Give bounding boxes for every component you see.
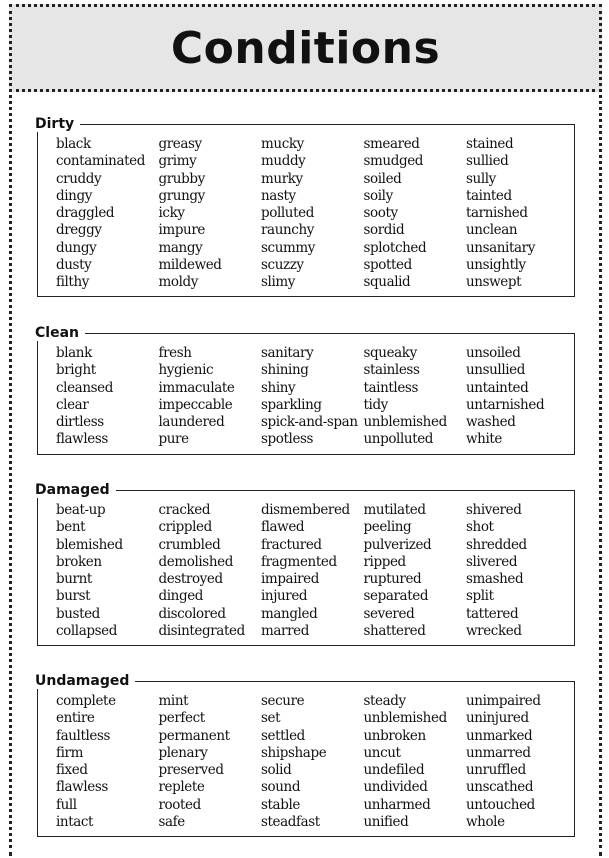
- word-entry: shredded: [466, 536, 527, 553]
- word-entry: murky: [261, 170, 303, 187]
- word-entry: smudged: [363, 153, 424, 170]
- word-entry: mangled: [261, 605, 318, 622]
- word-column: [261, 136, 364, 292]
- word-entry: stable: [261, 796, 300, 813]
- word-column: [261, 345, 364, 449]
- word-column: [56, 345, 159, 449]
- word-entry: split: [466, 588, 494, 605]
- word-entry: unclean: [466, 222, 518, 239]
- word-entry: impeccable: [158, 396, 233, 413]
- word-entry: mildewed: [158, 257, 222, 274]
- word-entry: firm: [56, 744, 83, 761]
- word-entry: pulverized: [363, 536, 432, 553]
- word-entry: unsoiled: [466, 345, 521, 361]
- word-entry: white: [466, 431, 502, 448]
- section-heading: Undamaged: [35, 673, 135, 689]
- word-entry: burnt: [56, 571, 92, 588]
- word-column: [159, 693, 262, 831]
- word-entry: flawless: [56, 779, 108, 796]
- word-entry: tainted: [466, 187, 512, 204]
- word-entry: blemished: [56, 536, 123, 553]
- word-entry: unscathed: [466, 779, 534, 796]
- word-entry: sully: [466, 170, 496, 187]
- word-entry: unmarred: [466, 744, 531, 761]
- word-column: [56, 693, 159, 831]
- word-entry: laundered: [158, 414, 225, 431]
- word-entry: squalid: [363, 274, 411, 291]
- word-column: [466, 345, 569, 449]
- word-entry: untouched: [466, 796, 535, 813]
- word-column: [261, 693, 364, 831]
- word-entry: unmarked: [466, 727, 533, 744]
- word-entry: spotless: [261, 431, 314, 448]
- word-entry: steadfast: [261, 814, 320, 831]
- heading-rule: [125, 681, 575, 682]
- word-entry: whole: [466, 814, 505, 831]
- word-entry: destroyed: [158, 571, 223, 588]
- word-column: [466, 502, 569, 640]
- word-entry: permanent: [158, 727, 230, 744]
- word-entry: unruffled: [466, 762, 526, 779]
- word-columns: [56, 502, 569, 640]
- word-entry: dungy: [56, 239, 97, 256]
- word-entry: sound: [261, 779, 301, 796]
- word-entry: pure: [158, 431, 189, 448]
- word-entry: preserved: [158, 762, 224, 779]
- word-entry: mangy: [158, 239, 203, 256]
- word-entry: raunchy: [261, 222, 314, 239]
- word-entry: flawless: [56, 431, 108, 448]
- word-entry: perfect: [158, 710, 205, 727]
- word-entry: mutilated: [363, 502, 426, 518]
- word-column: [56, 502, 159, 640]
- word-entry: severed: [363, 605, 415, 622]
- word-entry: stained: [466, 136, 514, 152]
- word-entry: muddy: [261, 153, 306, 170]
- word-entry: sullied: [466, 153, 509, 170]
- word-entry: collapsed: [56, 623, 117, 640]
- word-entry: sanitary: [261, 345, 314, 361]
- word-entry: settled: [261, 727, 305, 744]
- word-entry: shot: [466, 519, 494, 536]
- word-entry: untarnished: [466, 396, 545, 413]
- word-column: [364, 693, 467, 831]
- word-entry: sparkling: [261, 396, 322, 413]
- word-entry: immaculate: [158, 379, 235, 396]
- heading-rule: [115, 490, 575, 491]
- word-entry: moldy: [158, 274, 199, 291]
- word-entry: injured: [261, 588, 308, 605]
- word-entry: shiny: [261, 379, 296, 396]
- word-entry: disintegrated: [158, 623, 245, 640]
- word-column: [364, 136, 467, 292]
- word-entry: entire: [56, 710, 95, 727]
- section-clean: [35, 325, 575, 455]
- word-columns: [56, 693, 569, 831]
- word-entry: unsightly: [466, 257, 526, 274]
- word-entry: unpolluted: [363, 431, 434, 448]
- word-entry: wrecked: [466, 623, 522, 640]
- word-entry: intact: [56, 814, 94, 831]
- word-entry: scummy: [261, 239, 316, 256]
- word-entry: safe: [158, 814, 185, 831]
- word-entry: fragmented: [261, 553, 337, 570]
- section-damaged: [35, 482, 575, 646]
- word-entry: replete: [158, 779, 205, 796]
- word-entry: spotted: [363, 257, 412, 274]
- word-entry: cracked: [158, 502, 211, 518]
- word-entry: cleansed: [56, 379, 113, 396]
- word-entry: fractured: [261, 536, 322, 553]
- word-entry: stainless: [363, 362, 420, 379]
- word-entry: dusty: [56, 257, 92, 274]
- word-entry: impure: [158, 222, 205, 239]
- word-entry: unblemished: [363, 710, 447, 727]
- word-entry: separated: [363, 588, 429, 605]
- word-entry: uncut: [363, 744, 401, 761]
- word-column: [364, 502, 467, 640]
- word-entry: fresh: [158, 345, 192, 361]
- word-entry: undivided: [363, 779, 428, 796]
- word-entry: shipshape: [261, 744, 327, 761]
- word-entry: shattered: [363, 623, 426, 640]
- word-entry: grimy: [158, 153, 197, 170]
- word-entry: draggled: [56, 205, 115, 222]
- word-entry: bent: [56, 519, 86, 536]
- word-entry: spick-and-span: [261, 414, 358, 431]
- word-entry: contaminated: [56, 153, 145, 170]
- word-column: [364, 345, 467, 449]
- word-entry: solid: [261, 762, 292, 779]
- word-column: [159, 136, 262, 292]
- word-entry: grubby: [158, 170, 205, 187]
- word-entry: nasty: [261, 187, 296, 204]
- word-entry: ripped: [363, 553, 406, 570]
- section-heading: Clean: [35, 325, 85, 341]
- word-entry: beat-up: [56, 502, 106, 518]
- word-columns: [56, 136, 569, 292]
- word-entry: crumbled: [158, 536, 221, 553]
- word-columns: [56, 345, 569, 449]
- word-entry: slivered: [466, 553, 518, 570]
- word-entry: marred: [261, 623, 309, 640]
- word-entry: unbroken: [363, 727, 426, 744]
- word-entry: slimy: [261, 274, 295, 291]
- word-entry: shivered: [466, 502, 522, 518]
- word-entry: black: [56, 136, 91, 152]
- section-heading: Damaged: [35, 482, 116, 498]
- word-column: [261, 502, 364, 640]
- word-entry: mucky: [261, 136, 304, 152]
- word-entry: crippled: [158, 519, 212, 536]
- word-entry: dinged: [158, 588, 204, 605]
- word-entry: shining: [261, 362, 309, 379]
- word-entry: set: [261, 710, 281, 727]
- word-entry: unharmed: [363, 796, 431, 813]
- word-entry: scuzzy: [261, 257, 304, 274]
- word-entry: burst: [56, 588, 91, 605]
- word-entry: soiled: [363, 170, 402, 187]
- section-heading: Dirty: [35, 116, 80, 132]
- word-entry: dingy: [56, 187, 92, 204]
- word-entry: sordid: [363, 222, 405, 239]
- word-entry: untainted: [466, 379, 529, 396]
- word-entry: mint: [158, 693, 189, 709]
- word-entry: taintless: [363, 379, 418, 396]
- word-entry: ruptured: [363, 571, 422, 588]
- word-entry: unsullied: [466, 362, 525, 379]
- word-entry: fixed: [56, 762, 88, 779]
- word-entry: dismembered: [261, 502, 350, 518]
- word-entry: peeling: [363, 519, 412, 536]
- word-entry: demolished: [158, 553, 233, 570]
- word-entry: tidy: [363, 396, 388, 413]
- word-entry: tattered: [466, 605, 519, 622]
- word-entry: discolored: [158, 605, 226, 622]
- word-entry: full: [56, 796, 77, 813]
- word-column: [159, 345, 262, 449]
- word-entry: uninjured: [466, 710, 529, 727]
- word-entry: smeared: [363, 136, 420, 152]
- word-entry: impaired: [261, 571, 320, 588]
- word-entry: unified: [363, 814, 409, 831]
- word-entry: soily: [363, 187, 393, 204]
- section-dirty: [35, 116, 575, 298]
- word-entry: secure: [261, 693, 305, 709]
- word-entry: clear: [56, 396, 89, 413]
- title-band: [9, 4, 602, 92]
- word-entry: plenary: [158, 744, 208, 761]
- word-column: [466, 693, 569, 831]
- word-column: [56, 136, 159, 292]
- word-entry: smashed: [466, 571, 524, 588]
- word-entry: hygienic: [158, 362, 214, 379]
- word-column: [159, 502, 262, 640]
- word-entry: rooted: [158, 796, 201, 813]
- word-entry: complete: [56, 693, 116, 709]
- word-entry: sooty: [363, 205, 398, 222]
- word-entry: filthy: [56, 274, 89, 291]
- word-entry: cruddy: [56, 170, 102, 187]
- section-undamaged: [35, 673, 575, 837]
- word-entry: grungy: [158, 187, 205, 204]
- word-entry: greasy: [158, 136, 202, 152]
- word-entry: blank: [56, 345, 92, 361]
- word-entry: flawed: [261, 519, 305, 536]
- heading-rule: [95, 124, 575, 125]
- page-title: Conditions: [170, 22, 441, 74]
- word-entry: washed: [466, 414, 516, 431]
- heading-rule: [95, 333, 575, 334]
- word-entry: broken: [56, 553, 102, 570]
- word-entry: undefiled: [363, 762, 425, 779]
- word-entry: polluted: [261, 205, 314, 222]
- word-entry: bright: [56, 362, 96, 379]
- word-entry: tarnished: [466, 205, 528, 222]
- word-entry: unimpaired: [466, 693, 541, 709]
- word-entry: splotched: [363, 239, 427, 256]
- word-entry: unsanitary: [466, 239, 535, 256]
- word-entry: dreggy: [56, 222, 102, 239]
- word-entry: unswept: [466, 274, 522, 291]
- word-entry: steady: [363, 693, 406, 709]
- word-entry: icky: [158, 205, 185, 222]
- word-entry: faultless: [56, 727, 111, 744]
- word-column: [466, 136, 569, 292]
- word-entry: unblemished: [363, 414, 447, 431]
- word-entry: dirtless: [56, 414, 104, 431]
- word-entry: busted: [56, 605, 100, 622]
- word-entry: squeaky: [363, 345, 417, 361]
